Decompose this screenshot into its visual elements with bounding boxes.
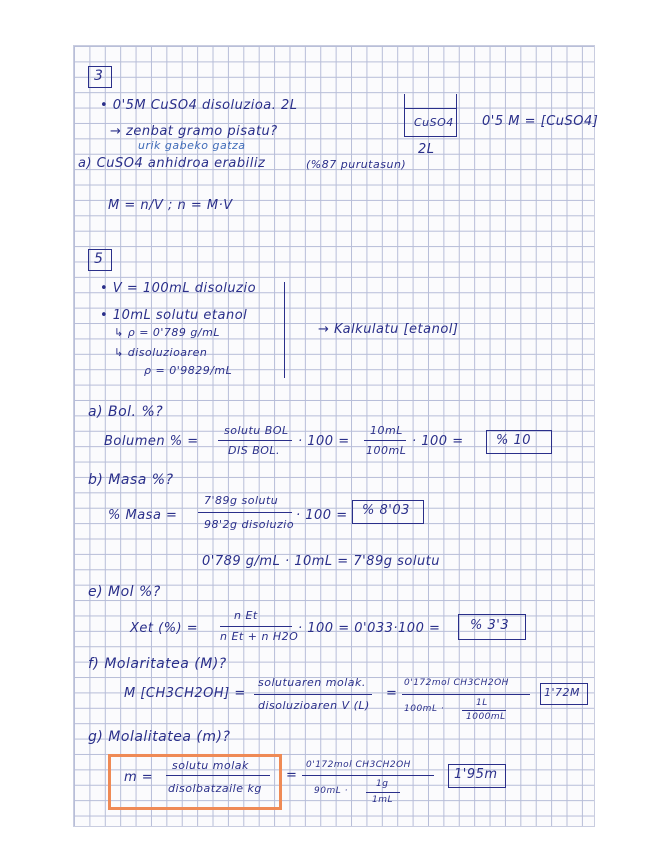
- part-g-den2b-num: 1g: [376, 779, 389, 789]
- part-a-den2: 100mL: [366, 444, 407, 457]
- part-a-mult1: · 100 =: [298, 434, 350, 449]
- ex5-line2: • 10mL solutu etanol: [100, 308, 248, 323]
- part-b-result: % 8'03: [362, 503, 410, 518]
- part-g-eq: =: [286, 768, 298, 783]
- ex5-line3: ↳ disoluzioaren: [114, 346, 208, 359]
- part-g-bar: [166, 775, 270, 776]
- ex3-note: urik gabeko gatza: [138, 139, 246, 152]
- part-g-den: disolbatzaile kg: [168, 782, 262, 795]
- part-a-den1: DIS BOL.: [228, 444, 281, 457]
- ex3-line2: → zenbat gramo pisatu?: [110, 124, 278, 139]
- ex3-formula: M = n/V ; n = M·V: [108, 198, 233, 213]
- part-a-lhs: Bolumen % =: [104, 434, 199, 449]
- part-f-den: disoluzioaren V (L): [258, 699, 370, 712]
- part-f-result: 1'72M: [544, 686, 581, 699]
- part-b-den: 98'2g disoluzio: [204, 518, 295, 531]
- part-g-title: g) Molalitatea (m)?: [88, 729, 231, 745]
- part-f-lhs: M [CH3CH2OH] =: [124, 686, 246, 701]
- part-a-bar1: [218, 440, 292, 441]
- beaker-label: CuSO4: [414, 116, 454, 129]
- ex5-line1: • V = 100mL disoluzio: [100, 281, 257, 296]
- part-e-bar: [220, 626, 292, 627]
- part-b-lhs: % Masa =: [108, 508, 178, 523]
- part-e-num: n Et: [234, 609, 258, 622]
- exercise-number: 5: [94, 251, 104, 267]
- part-e-mult: · 100 = 0'033·100 =: [298, 621, 441, 636]
- part-g-num: solutu molak: [172, 759, 249, 772]
- part-a-bar2: [364, 440, 406, 441]
- ex5-rho2: ρ = 0'9829/mL: [144, 364, 233, 377]
- ex3-purity: (%87 purutasun): [306, 158, 407, 171]
- beaker-right: [456, 94, 457, 136]
- part-a-mult2: · 100 =: [412, 434, 464, 449]
- grid-paper-sheet: [73, 45, 599, 827]
- ex5-brace: [284, 282, 285, 378]
- beaker-bottom: [404, 136, 457, 137]
- part-b-num: 7'89g solutu: [204, 494, 279, 507]
- ex5-rho1: ↳ ρ = 0'789 g/mL: [114, 326, 220, 339]
- part-f-den2b-den: 1000mL: [466, 712, 506, 722]
- ex3-concentration: 0'5 M = [CuSO4]: [482, 114, 599, 129]
- part-b-aside: 0'789 g/mL · 10mL = 7'89g solutu: [202, 554, 441, 569]
- part-g-bar2: [302, 775, 434, 776]
- beaker-fill: [404, 108, 457, 109]
- beaker-left: [404, 94, 405, 136]
- part-a-num1: solutu BOL: [224, 424, 289, 437]
- part-f-num2: 0'172mol CH3CH2OH: [404, 678, 509, 688]
- part-g-bar3: [366, 792, 400, 793]
- part-f-bar: [254, 694, 372, 695]
- ex3-line1: • 0'5M CuSO4 disoluzioa. 2L: [100, 98, 298, 113]
- ex5-calc: → Kalkulatu [etanol]: [318, 322, 459, 337]
- part-g-num2: 0'172mol CH3CH2OH: [306, 760, 411, 770]
- part-f-bar2: [402, 694, 530, 695]
- beaker-volume: 2L: [418, 142, 435, 157]
- part-a-title: a) Bol. %?: [88, 404, 164, 420]
- part-g-lhs: m =: [124, 770, 154, 785]
- part-e-den: n Et + n H2O: [220, 630, 299, 643]
- part-b-bar: [198, 512, 292, 513]
- part-f-num: solutuaren molak.: [258, 676, 366, 689]
- part-f-title: f) Molaritatea (M)?: [88, 656, 227, 672]
- part-g-result: 1'95m: [454, 767, 498, 782]
- part-e-lhs: Xet (%) =: [130, 621, 199, 636]
- part-f-eq: =: [386, 686, 398, 701]
- exercise-number: 3: [94, 68, 104, 84]
- part-a-num2: 10mL: [370, 424, 403, 437]
- part-f-bar3: [462, 710, 506, 711]
- ex3-part-a: a) CuSO4 anhidroa erabiliz: [78, 156, 266, 171]
- part-b-mult: · 100 =: [296, 508, 348, 523]
- part-f-den2a: 100mL ·: [404, 704, 445, 714]
- part-g-den2a: 90mL ·: [314, 786, 348, 796]
- part-f-den2b-num: 1L: [476, 698, 488, 708]
- part-e-result: % 3'3: [470, 618, 510, 633]
- part-g-den2b-den: 1mL: [372, 795, 394, 805]
- part-a-result: % 10: [496, 433, 532, 448]
- part-e-title: e) Mol %?: [88, 584, 161, 600]
- part-b-title: b) Masa %?: [88, 472, 174, 488]
